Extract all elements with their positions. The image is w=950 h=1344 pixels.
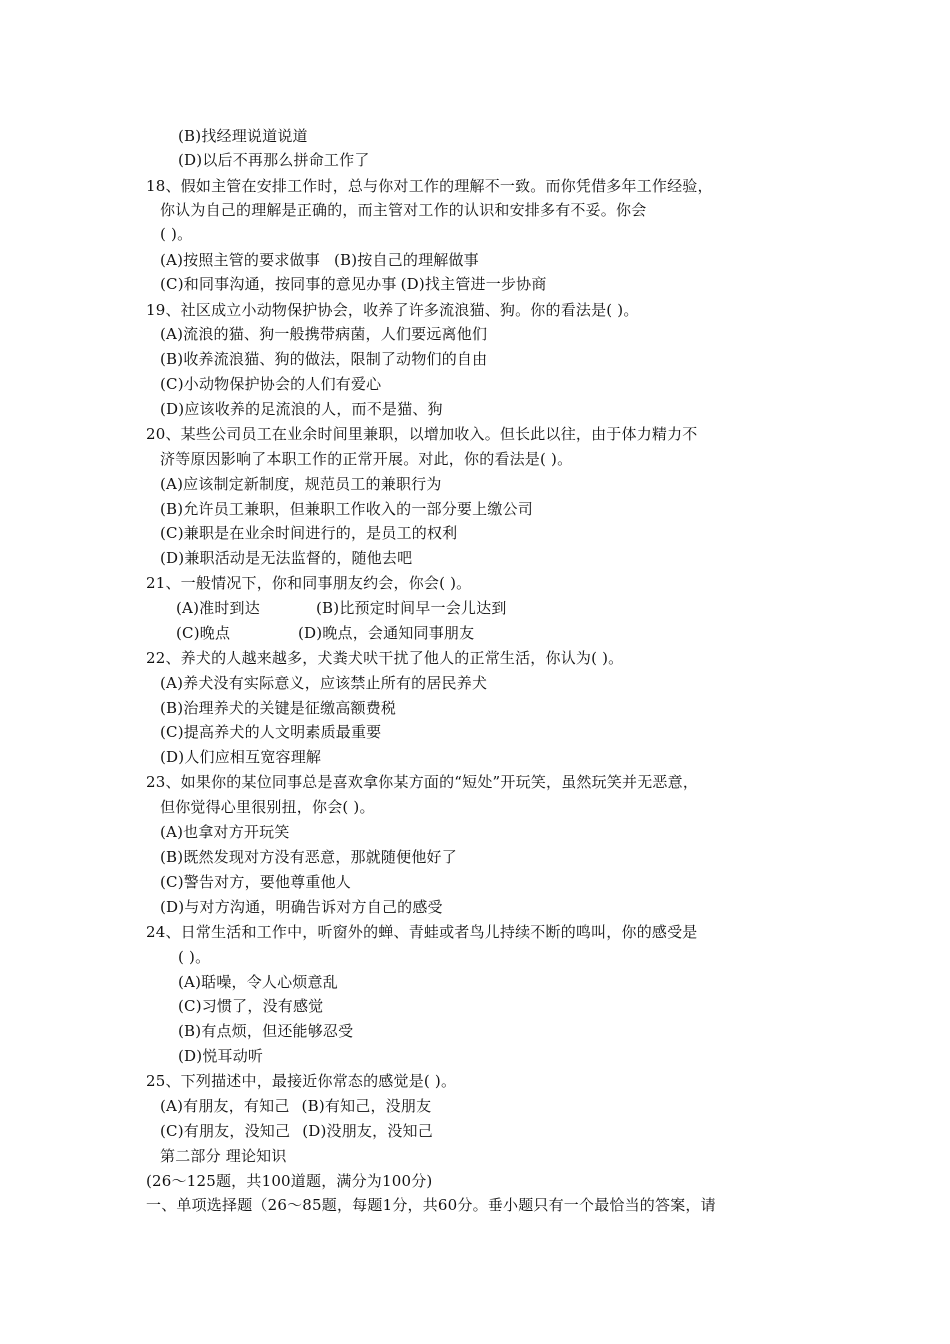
q22-option-c: (C)提高养犬的人文明素质最重要 xyxy=(160,723,382,741)
question-23-cont: 但你觉得心里很别扭，你会( )。 xyxy=(160,798,375,816)
q19-option-b: (B)收养流浪猫、狗的做法，限制了动物们的自由 xyxy=(160,350,488,368)
q20-option-a: (A)应该制定新制度，规范员工的兼职行为 xyxy=(160,475,442,493)
section-1-heading: 一、单项选择题（26～85题，每题1分，共60分。垂小题只有一个最恰当的答案，请 xyxy=(146,1196,716,1214)
q24-option-b: (B)有点烦，但还能够忍受 xyxy=(178,1022,354,1040)
q19-option-d: (D)应该收养的足流浪的人，而不是猫、狗 xyxy=(160,400,443,418)
q19-option-a: (A)流浪的猫、狗一般携带病菌，人们要远离他们 xyxy=(160,325,488,343)
q24-option-a: (A)聒噪，令人心烦意乱 xyxy=(178,973,338,991)
q19-option-c: (C)小动物保护协会的人们有爱心 xyxy=(160,375,382,393)
option-d: (D)以后不再那么拼命工作了 xyxy=(178,151,370,169)
question-23: 23、如果你的某位同事总是喜欢拿你某方面的“短处”开玩笑，虽然玩笑并无恶意， xyxy=(146,773,699,791)
q22-option-a: (A)养犬没有实际意义，应该禁止所有的居民养犬 xyxy=(160,674,488,692)
question-24-blank: ( )。 xyxy=(178,948,211,966)
q18-option-d: (D)找主管进一步协商 xyxy=(400,275,547,293)
q18-options-cd xyxy=(160,272,547,296)
q23-option-d: (D)与对方沟通，明确告诉对方自己的感受 xyxy=(160,898,443,916)
question-22: 22、养犬的人越来越多，犬粪犬吠干扰了他人的正常生活，你认为( )。 xyxy=(146,649,624,667)
option-b: (B)找经理说道说道 xyxy=(178,127,308,145)
q20-option-d: (D)兼职活动是无法监督的，随他去吧 xyxy=(160,549,413,567)
part-2-heading: 第二部分 理论知识 xyxy=(160,1147,287,1165)
q18-option-b: (B)按自己的理解做事 xyxy=(333,251,479,269)
question-18: 18、假如主管在安排工作时，总与你对工作的理解不一致。而你凭借多年工作经验， xyxy=(146,177,713,195)
q24-option-d: (D)悦耳动听 xyxy=(178,1047,264,1065)
q18-option-c: (C)和同事沟通，按同事的意见办事 xyxy=(160,275,397,293)
q21-option-c: (C)晚点 xyxy=(176,624,231,642)
question-18-blank: ( )。 xyxy=(160,225,193,243)
q22-option-d: (D)人们应相互宽容理解 xyxy=(160,748,322,766)
q25-option-d: (D)没朋友，没知己 xyxy=(302,1122,433,1140)
question-21: 21、一般情况下，你和同事朋友约会，你会( )。 xyxy=(146,574,472,592)
q22-option-b: (B)治理养犬的关键是征缴高额费税 xyxy=(160,699,397,717)
q25-option-a: (A)有朋友，有知己 xyxy=(160,1097,290,1115)
question-19: 19、社区成立小动物保护协会，收养了许多流浪猫、狗。你的看法是( )。 xyxy=(146,301,639,319)
q25-options-ab xyxy=(160,1094,431,1118)
q21-option-a: (A)准时到达 xyxy=(176,599,260,617)
q23-option-c: (C)警告对方，要他尊重他人 xyxy=(160,873,351,891)
q23-option-a: (A)也拿对方开玩笑 xyxy=(160,823,290,841)
q21-option-d: (D)晚点，会通知同事朋友 xyxy=(298,624,475,642)
q18-option-a: (A)按照主管的要求做事 xyxy=(160,251,320,269)
q21-option-b: (B)比预定时间早一会儿达到 xyxy=(316,599,507,617)
question-25: 25、下列描述中，最接近你常态的感觉是( )。 xyxy=(146,1072,457,1090)
q20-option-c: (C)兼职是在业余时间进行的，是员工的权利 xyxy=(160,524,458,542)
question-18-cont: 你认为自己的理解是正确的，而主管对工作的认识和安排多有不妥。你会 xyxy=(160,201,647,219)
q24-option-c: (C)习惯了，没有感觉 xyxy=(178,997,324,1015)
part-2-subtitle: (26～125题，共100道题，满分为100分) xyxy=(146,1172,433,1190)
q25-option-c: (C)有朋友，没知己 xyxy=(160,1122,291,1140)
question-20-cont: 济等原因影响了本职工作的正常开展。对此，你的看法是( )。 xyxy=(160,450,573,468)
question-20: 20、某些公司员工在业余时间里兼职，以增加收入。但长此以往，由于体力精力不 xyxy=(146,425,698,443)
q25-option-b: (B)有知己，没朋友 xyxy=(301,1097,432,1115)
question-24: 24、日常生活和工作中，听窗外的蝉、青蛙或者鸟儿持续不断的鸣叫，你的感受是 xyxy=(146,923,698,941)
q25-options-cd xyxy=(160,1119,433,1143)
q18-options-ab xyxy=(160,248,479,272)
q20-option-b: (B)允许员工兼职，但兼职工作收入的一部分要上缴公司 xyxy=(160,500,533,518)
q23-option-b: (B)既然发现对方没有恶意，那就随便他好了 xyxy=(160,848,457,866)
